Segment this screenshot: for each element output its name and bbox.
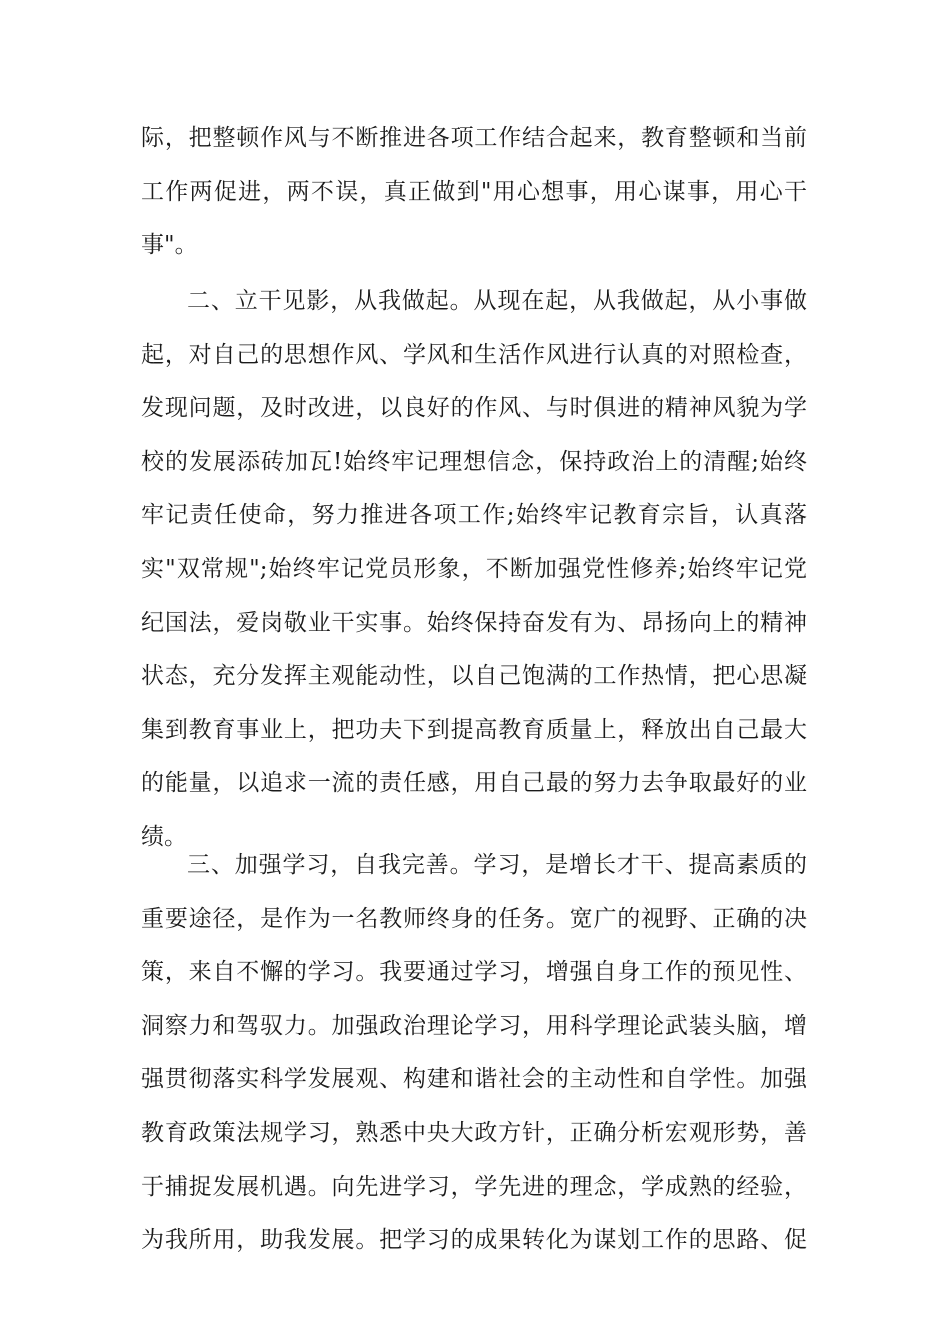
text-line: 状态，充分发挥主观能动性，以自己饱满的工作热情，把心思凝 (141, 663, 807, 690)
text-line: 际，把整顿作风与不断推进各项工作结合起来，教育整顿和当前 (141, 125, 807, 151)
text-line: 牢记责任使命，努力推进各项工作;始终牢记教育宗旨，认真落 (141, 502, 807, 529)
text-line: 实"双常规";始终牢记党员形象，不断加强党性修养;始终牢记党 (141, 555, 807, 582)
text-line: 策，来自不懈的学习。我要通过学习，增强自身工作的预见性、 (141, 959, 807, 986)
text-line: 为我所用，助我发展。把学习的成果转化为谋划工作的思路、促 (141, 1227, 807, 1254)
text-line: 洞察力和驾驭力。加强政治理论学习，用科学理论武装头脑，增 (141, 1012, 807, 1039)
text-line: 起，对自己的思想作风、学风和生活作风进行认真的对照检查， (141, 341, 807, 368)
text-line: 事"。 (141, 232, 198, 259)
text-line: 于捕捉发展机遇。向先进学习，学先进的理念，学成熟的经验， (141, 1173, 807, 1200)
text-line: 二、立干见影，从我做起。从现在起，从我做起，从小事做 (187, 288, 807, 314)
text-line: 三、加强学习，自我完善。学习，是增长才干、提高素质的 (187, 852, 807, 878)
text-line: 集到教育事业上，把功夫下到提高教育质量上，释放出自己最大 (141, 716, 807, 743)
text-line: 绩。 (141, 823, 187, 850)
paragraph-2 (141, 275, 807, 865)
text-line: 校的发展添砖加瓦!始终牢记理想信念，保持政治上的清醒;始终 (141, 448, 807, 475)
paragraph-3 (141, 839, 807, 1268)
text-line: 的能量，以追求一流的责任感，用自己最的努力去争取最好的业 (141, 770, 807, 797)
paragraph-1 (141, 112, 807, 273)
text-line: 教育政策法规学习，熟悉中央大政方针，正确分析宏观形势，善 (141, 1119, 807, 1146)
text-line: 纪国法，爱岗敬业干实事。始终保持奋发有为、昂扬向上的精神 (141, 609, 807, 636)
text-line: 发现问题，及时改进，以良好的作风、与时俱进的精神风貌为学 (141, 395, 807, 422)
text-line: 工作两促进，两不误，真正做到"用心想事，用心谋事，用心干 (141, 178, 807, 205)
text-line: 强贯彻落实科学发展观、构建和谐社会的主动性和自学性。加强 (141, 1066, 807, 1093)
text-line: 重要途径，是作为一名教师终身的任务。宽广的视野、正确的决 (141, 905, 807, 932)
